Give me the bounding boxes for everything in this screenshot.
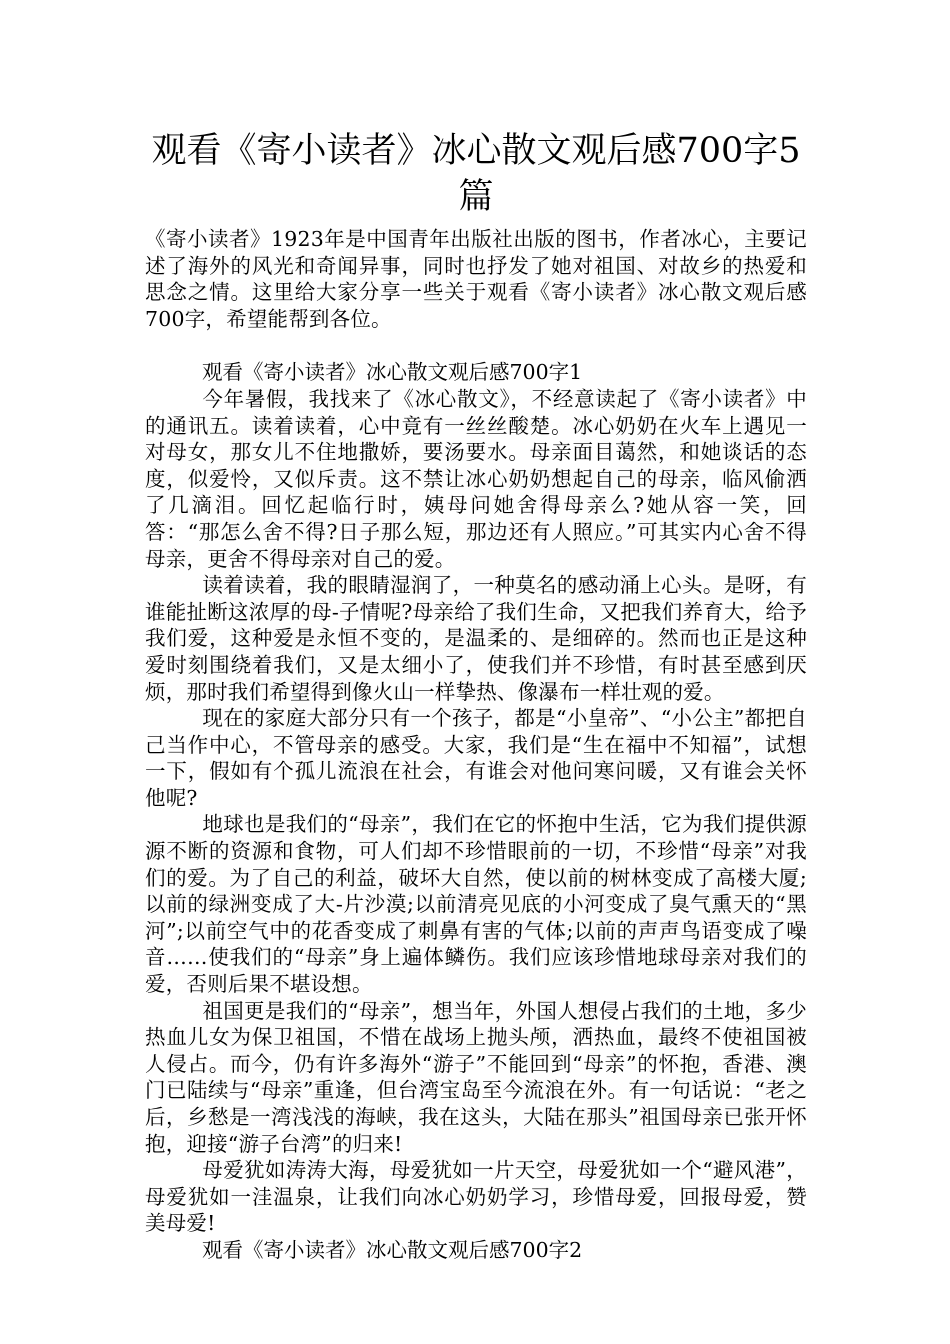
body-paragraph: 今年暑假，我找来了《冰心散文》，不经意读起了《寄小读者》中的通讯五。读着读着，心中竟有一丝丝酸楚。冰心奶奶在火车上遇见一对母女，那女儿不住地撒娇，要汤要水。母亲面目蔼然，和她谈话的态度，似爱怜，又似斥责。这不禁让冰心奶奶想起自己的母亲，临风偷洒了几滴泪。回忆起临行时，姨母问她舍得母亲么?她从容一笑，回答：“那怎么舍不得?日子那么短，那边还有人照应。”可其实内心舍不得母亲，更舍不得母亲对自己的爱。	[145, 386, 807, 571]
body-paragraph: 读着读着，我的眼睛湿润了，一种莫名的感动涌上心头。是呀，有谁能扯断这浓厚的母-子情呢?母亲给了我们生命，又把我们养育大，给予我们爱，这种爱是永恒不变的，是温柔的、是细碎的。然而也正是这种爱时刻围绕着我们，又是太细小了，使我们并不珍惜，有时甚至感到厌烦，那时我们希望得到像火山一样挚热、像瀑布一样壮观的爱。	[145, 573, 807, 704]
body-paragraph: 母爱犹如涛涛大海，母爱犹如一片天空，母爱犹如一个“避风港”，母爱犹如一洼温泉，让我们向冰心奶奶学习，珍惜母爱，回报母爱，赞美母爱!	[145, 1158, 807, 1236]
body-paragraph: 地球也是我们的“母亲”，我们在它的怀抱中生活，它为我们提供源源不断的资源和食物，可人们却不珍惜眼前的一切，不珍惜“母亲”对我们的爱。为了自己的利益，破坏大自然，使以前的树林变成了高楼大厦;以前的绿洲变成了大-片沙漠;以前清亮见底的小河变成了臭气熏天的“黑河”;以前空气中的花香变成了刺鼻有害的气体;以前的声声鸟语变成了噪音……使我们的“母亲”身上遍体鳞伤。我们应该珍惜地球母亲对我们的爱，否则后果不堪设想。	[145, 812, 807, 997]
body-paragraph: 现在的家庭大部分只有一个孩子，都是“小皇帝”、“小公主”都把自己当作中心，不管母亲的感受。大家，我们是“生在福中不知福”，试想一下，假如有个孤儿流浪在社会，有谁会对他问寒问暖，又有谁会关怀他呢?	[145, 706, 807, 810]
section-heading-1: 观看《寄小读者》冰心散文观后感700字1	[202, 360, 583, 385]
intro-paragraph: 《寄小读者》1923年是中国青年出版社出版的图书，作者冰心，主要记述了海外的风光和奇闻异事，同时也抒发了她对祖国、对故乡的热爱和思念之情。这里给大家分享一些关于观看《寄小读者》冰心散文观后感700字，希望能帮到各位。	[145, 227, 807, 331]
body-paragraph: 祖国更是我们的“母亲”，想当年，外国人想侵占我们的土地，多少热血儿女为保卫祖国，不惜在战场上抛头颅，洒热血，最终不使祖国被人侵占。而今，仍有许多海外“游子”不能回到“母亲”的怀抱，香港、澳门已陆续与“母亲”重逢，但台湾宝岛至今流浪在外。有一句话说：“老之后，乡愁是一湾浅浅的海峡，我在这头，大陆在那头”祖国母亲已张开怀抱，迎接“游子台湾”的归来!	[145, 998, 807, 1156]
section-heading-2: 观看《寄小读者》冰心散文观后感700字2	[202, 1237, 583, 1262]
document-title: 观看《寄小读者》冰心散文观后感700字5篇	[151, 131, 801, 217]
document-page	[145, 128, 807, 1264]
